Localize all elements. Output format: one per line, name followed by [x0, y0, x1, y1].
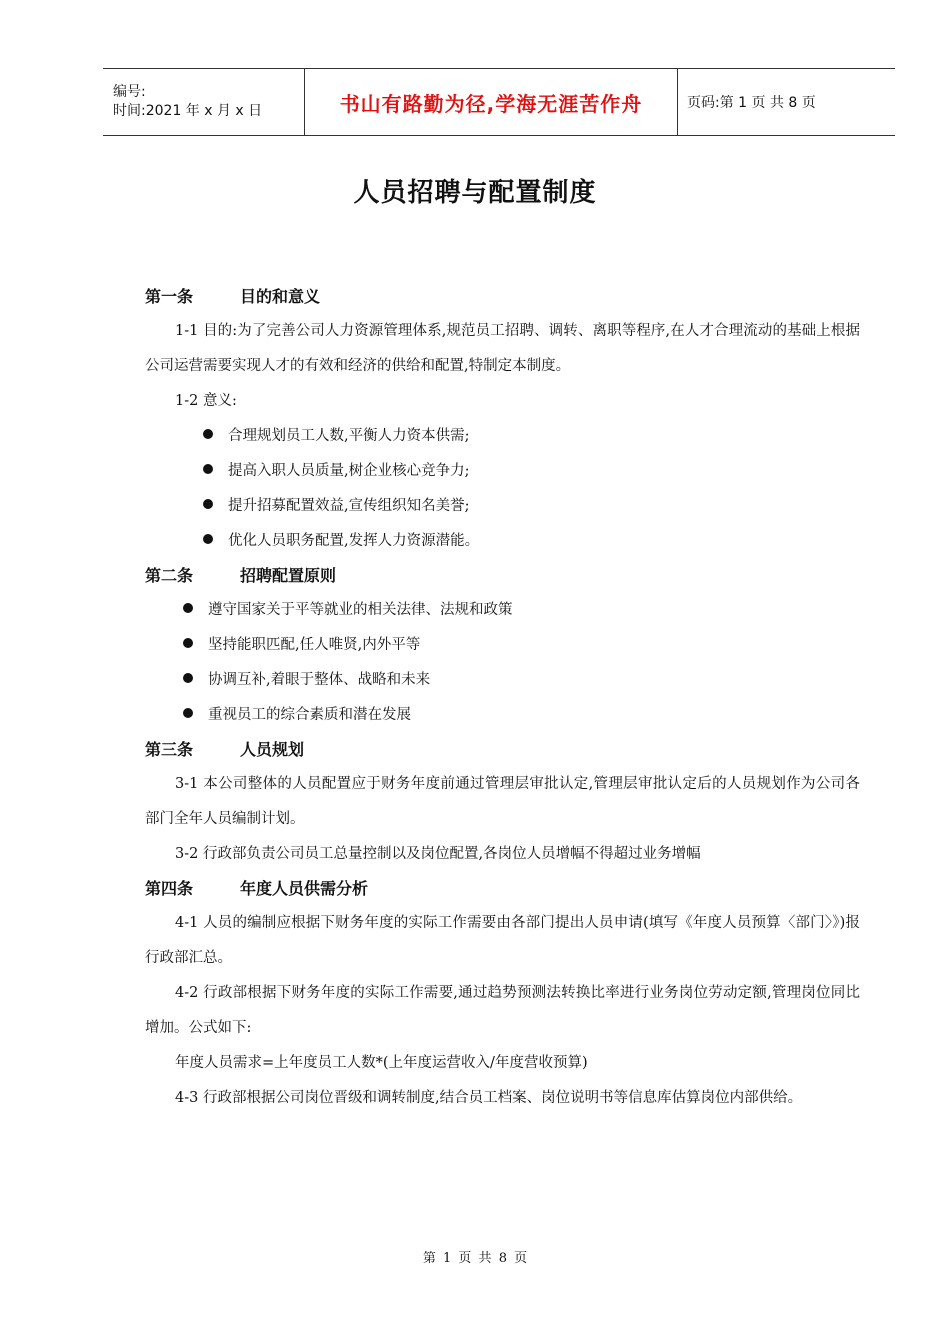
document-header: [103, 68, 895, 136]
list-item-text: 协调互补,着眼于整体、战略和未来: [208, 672, 431, 688]
section-heading: [145, 280, 860, 314]
paragraph: 1-1 目的:为了完善公司人力资源管理体系,规范员工招聘、调转、离职等程序,在人才合理流动的基础上根据公司运营需要实现人才的有效和经济的供给和配置,特制定本制度。: [145, 323, 860, 374]
section-title: 人员规划: [240, 740, 305, 759]
bullet-icon: [183, 638, 193, 648]
bullet-icon: [203, 429, 213, 439]
section-number: 第三条: [145, 740, 194, 759]
formula: 年度人员需求=上年度员工人数*(上年度运营收入/年度营收预算): [175, 1055, 588, 1071]
list-item: [145, 524, 860, 559]
list-item: [145, 489, 860, 524]
time-label: 时间:2021 年 x 月 x 日: [113, 103, 263, 119]
list-item: [145, 698, 860, 733]
header-motto: 书山有路勤为径,学海无涯苦作舟: [305, 69, 678, 135]
list-item-text: 合理规划员工人数,平衡人力资本供需;: [228, 428, 470, 444]
paragraph: 4-1 人员的编制应根据下财务年度的实际工作需要由各部门提出人员申请(填写《年度人员预算〈部门〉》)报行政部汇总。: [145, 915, 860, 966]
list-item-text: 提升招募配置效益,宣传组织知名美誉;: [228, 498, 470, 514]
document-title: 人员招聘与配置制度: [353, 178, 597, 208]
section-title: 目的和意义: [240, 287, 321, 306]
list-item-text: 优化人员职务配置,发挥人力资源潜能。: [228, 533, 480, 549]
list-item: [145, 628, 860, 663]
section-heading: [145, 559, 860, 593]
section-number: 第二条: [145, 566, 194, 585]
document-body: [145, 280, 860, 1116]
list-item: [145, 419, 860, 454]
bullet-icon: [183, 603, 193, 613]
section-heading: [145, 733, 860, 767]
paragraph: 4-3 行政部根据公司岗位晋级和调转制度,结合员工档案、岗位说明书等信息库估算岗位内部供给。: [175, 1090, 803, 1106]
paragraph: 1-2 意义:: [175, 393, 237, 409]
list-item-text: 重视员工的综合素质和潜在发展: [208, 707, 411, 723]
list-item-text: 遵守国家关于平等就业的相关法律、法规和政策: [208, 602, 513, 618]
page-footer: 第 1 页 共 8 页: [422, 1251, 528, 1266]
section-number: 第一条: [145, 287, 194, 306]
bullet-icon: [203, 534, 213, 544]
header-left: [103, 69, 305, 135]
number-label: 编号:: [113, 84, 146, 100]
bullet-icon: [183, 708, 193, 718]
list-item-text: 提高入职人员质量,树企业核心竞争力;: [228, 463, 470, 479]
list-item: [145, 454, 860, 489]
paragraph: 4-2 行政部根据下财务年度的实际工作需要,通过趋势预测法转换比率进行业务岗位劳动定额,管理岗位同比增加。公式如下:: [145, 985, 860, 1036]
section-number: 第四条: [145, 879, 194, 898]
bullet-icon: [203, 499, 213, 509]
list-item-text: 坚持能职匹配,任人唯贤,内外平等: [208, 637, 421, 653]
list-item: [145, 593, 860, 628]
paragraph: 3-1 本公司整体的人员配置应于财务年度前通过管理层审批认定,管理层审批认定后的人员规划作为公司各部门全年人员编制计划。: [145, 776, 860, 827]
list-item: [145, 663, 860, 698]
bullet-icon: [183, 673, 193, 683]
section-title: 年度人员供需分析: [240, 879, 369, 898]
section-title: 招聘配置原则: [240, 566, 337, 585]
header-page-label: 页码:第 1 页 共 8 页: [687, 95, 816, 111]
paragraph: 3-2 行政部负责公司员工总量控制以及岗位配置,各岗位人员增幅不得超过业务增幅: [175, 846, 701, 862]
section-heading: [145, 872, 860, 906]
bullet-icon: [203, 464, 213, 474]
